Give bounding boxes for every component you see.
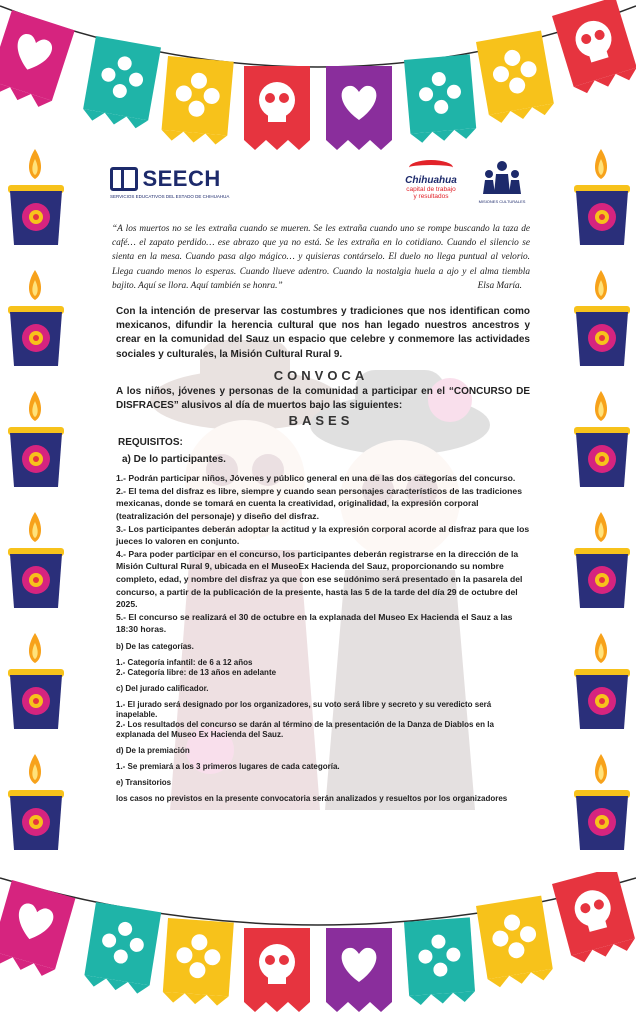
requisitos-title: REQUISITOS:: [118, 437, 183, 449]
candles-right: [566, 145, 636, 871]
bases-title: BASES: [288, 413, 354, 429]
section-e-title: e) Transitorios: [116, 777, 172, 787]
section-d-item: 1.- Se premiará a los 3 primeros lugares de cada categoría.: [116, 761, 340, 771]
quote-author: Elsa María.: [477, 281, 522, 292]
candle-icon: [0, 629, 70, 745]
candle-icon: [566, 508, 636, 624]
section-a-item: 2.- El tema del disfraz es libre, siempre y cuando sean personajes característicos de las tradiciones mexicanas, donde se tomará en cuenta la creatividad, originalidad, la expresión corporal (teatralización del personaje) y diseño del disfraz.: [116, 485, 522, 522]
intro-paragraph: Con la intención de preservar las costumbres y tradiciones que nos identifican como mexicanos, difundir la herencia cultural que nos han legado nuestros ancestros y crear en la comunidad del Sauz un espacio que celebre y conmemore las actividades sociales y culturales, la Misión Cultural Rural 9.: [116, 306, 530, 360]
misiones-culturales-logo: [474, 160, 530, 204]
section-d-title: d) De la premiación: [116, 745, 190, 755]
seech-subtitle: SERVICIOS EDUCATIVOS DEL ESTADO DE CHIHUAHUA: [110, 194, 230, 199]
section-b-item: 2.- Categoría libre: de 13 años en adelante: [116, 667, 277, 677]
candle-icon: [566, 266, 636, 382]
flag-top-5: [326, 66, 392, 150]
chihuahua-tagline-1: capital de trabajo: [406, 186, 456, 193]
candle-icon: [566, 629, 636, 745]
flag-bottom-4: [244, 928, 310, 1012]
book-icon: [110, 167, 138, 191]
section-c-item: 2.- Los resultados del concurso se darán al término de la presentación de la Danza de Diablos en la explanada del Museo Ex Hacienda del Sauz.: [116, 719, 494, 739]
header-logos: [110, 160, 530, 218]
flag-top-6: [404, 54, 477, 143]
convoca-text: A los niños, jóvenes y personas de la comunidad a participar en el “CONCURSO DE DISFRACES” alusivos al día de muertos bajo las siguientes:: [116, 385, 530, 412]
flag-bottom-2: [83, 902, 161, 995]
flag-top-3: [161, 56, 234, 145]
candle-icon: [566, 145, 636, 261]
arc-icon: [409, 160, 453, 175]
chihuahua-name: Chihuahua: [405, 175, 457, 186]
papel-picado-bottom: [0, 872, 636, 1022]
section-b-title: b) De las categorías.: [116, 641, 194, 651]
section-a-title: a) De lo participantes.: [122, 454, 226, 466]
candle-icon: [0, 508, 70, 624]
seech-logo: [110, 166, 240, 199]
flag-top-8: [552, 0, 636, 96]
flag-bottom-7: [476, 896, 554, 989]
flag-top-7: [476, 31, 556, 125]
flag-top-4: [244, 66, 310, 150]
candle-icon: [0, 266, 70, 382]
section-a-item: 1.- Podrán participar niños, Jóvenes y público general en una de las dos categorías del concurso.: [116, 473, 516, 484]
people-icon: [482, 160, 522, 194]
candles-left: [0, 145, 70, 871]
chihuahua-logo: [396, 160, 466, 200]
convoca-title: CONVOCA: [273, 367, 369, 383]
candle-icon: [0, 387, 70, 503]
section-e-item: los casos no previstos en la presente convocatoria serán analizados y resueltos por los organizadores: [116, 793, 508, 803]
section-a-item: 4.- Para poder participar en el concurso, los participantes deberán registrarse en la dirección de la Misión Cultural Rural 9, ubicada en el MuseoEx Hacienda del Sauz, proporcionando su nombre completo, edad, y nombre del disfraz ya que con ese seudónimo será presentado en la pasarela del concurso, a partir de la publicación de la presente, hasta las 5 de la tarde del día 29 de octubre del 2025.: [116, 548, 523, 610]
papel-picado-top: [0, 0, 636, 150]
misiones-label: MISIONES CULTURALES: [478, 199, 526, 204]
seech-name: SEECH: [142, 166, 221, 191]
candle-icon: [0, 750, 70, 866]
flag-top-1: [0, 10, 75, 110]
section-b-item: 1.- Categoría infantil: de 6 a 12 años: [116, 657, 253, 667]
flag-bottom-5: [326, 928, 392, 1012]
chihuahua-tagline-2: y resultados: [413, 193, 449, 200]
flag-bottom-6: [404, 917, 476, 1005]
section-c-item: 1.- El jurado será designado por los organizadores, su voto será libre y secreto y su veredicto será inapelable.: [116, 699, 492, 719]
convocatoria-body: [112, 222, 530, 804]
quote-text: “A los muertos no se les extraña cuando se mueren. Se les extraña cuando uno se rompe buscando la taza de café… el zapato perdido… ese abrazo que ya no está. Se les extraña en lo cotidiano. Cuando el silencio se sienta en la mesa. Cuando pasa algo mágico… y quisieras contárselo. El duelo no llega puntual al velorio. Llega cuando menos lo esperas. Cuando llueve adentro. Cuando la nostalgia huela a ajo y el alma tiembla bajito. Aquí se llora. Aquí también se honra.”: [112, 224, 530, 291]
candle-icon: [566, 387, 636, 503]
candle-icon: [0, 145, 70, 261]
flag-bottom-3: [162, 918, 234, 1006]
section-a-item: 3.- Los participantes deberán adoptar la actitud y la expresión corporal acorde al disfraz para que los jueces lo valoren en conjunto.: [116, 523, 530, 547]
candle-icon: [566, 750, 636, 866]
flag-top-2: [81, 36, 161, 130]
section-a-item: 5.- El concurso se realizará el 30 de octubre en la explanada del Museo Ex Hacienda el Sauz a las 18:30 horas.: [116, 611, 513, 635]
flag-bottom-8: [552, 872, 636, 965]
section-c-title: c) Del jurado calificador.: [116, 683, 209, 693]
